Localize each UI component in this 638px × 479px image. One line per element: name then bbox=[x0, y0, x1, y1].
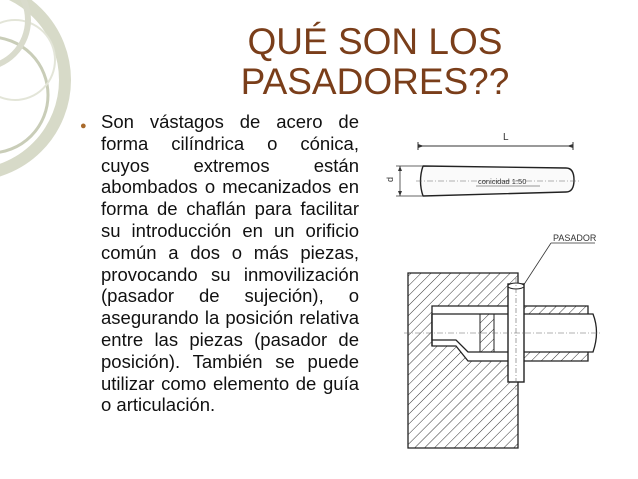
title-line-2: PASADORES?? bbox=[240, 61, 510, 102]
bullet-icon: ● bbox=[80, 120, 87, 132]
dim-length-label: L bbox=[503, 132, 509, 143]
body-paragraph: Son vástagos de acero de forma cilíndrica o cónica, cuyos extremos están abombados o mecanizados en forma de chaflán para facilitar su introducción en un orificio común a dos o más piezas, provocando su inmovilización (pasador de sujeción), o asegurando la posición relativa entre las piezas (pasador de posición). También se puede utilizar como elemento de guía o articulación. bbox=[101, 111, 359, 416]
slide-title bbox=[210, 22, 540, 102]
pin-technical-drawing bbox=[368, 118, 608, 473]
callout-label: PASADOR bbox=[553, 233, 597, 243]
pasador-callout bbox=[523, 233, 597, 286]
title-line-1: QUÉ SON LOS bbox=[247, 21, 503, 62]
dim-diameter-label: d bbox=[385, 176, 395, 182]
taper-label: conicidad 1:50 bbox=[478, 177, 527, 186]
pin-side-view bbox=[385, 132, 580, 196]
pin-assembly-section bbox=[404, 273, 600, 448]
